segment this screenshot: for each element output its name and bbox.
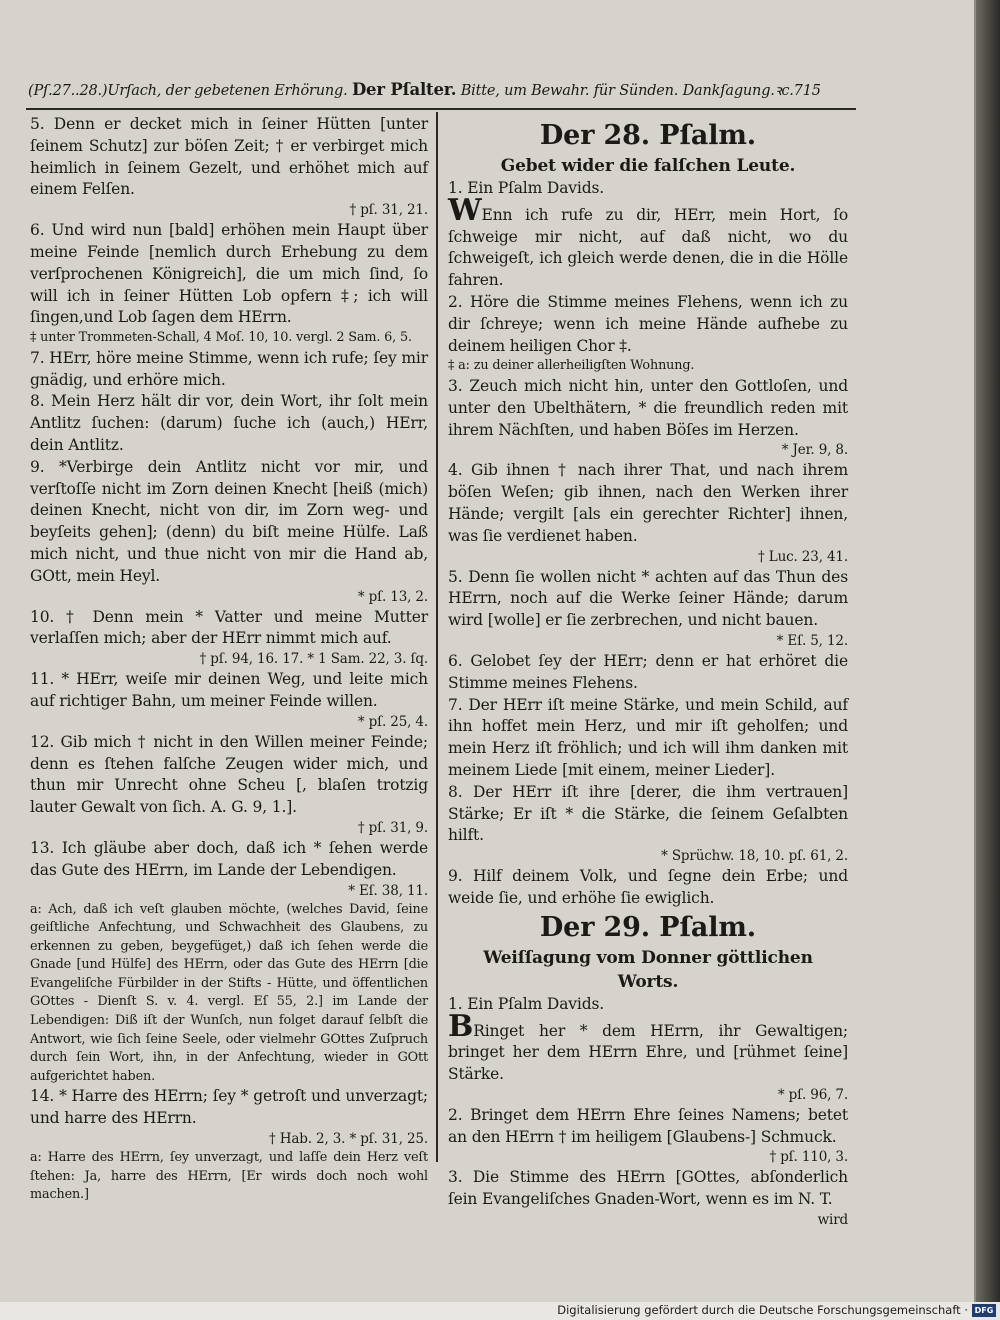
footer-credit: Digitalisierung gefördert durch die Deutsche Forschungsgemeinschaft · (557, 1303, 968, 1317)
verse: 14. * Harre des HErrn; ſey * getroſt und unverzagt; und harre des HErrn. (30, 1087, 428, 1128)
header-center: Der Pſalter. (351, 80, 457, 99)
verse: 10. † Denn mein * Vatter und meine Mutter verlaſſen mich; aber der HErr nimmt mich auf. (30, 607, 428, 648)
verse: 11. * HErr, weiſe mir deinen Weg, und leite mich auf richtiger Bahn, um meiner Feinde willen. (30, 670, 428, 710)
verse: 3. Die Stimme des HErrn [GOttes, abſonderlich ſein Evangeliſches Gnaden-Wort, wenn es im N. T. (448, 1168, 848, 1209)
left-column (30, 114, 428, 1205)
verse: 1. Ein Pſalm Davids. (448, 179, 605, 197)
cross-reference: * pſ. 13, 2. (357, 588, 428, 605)
cross-reference: * Eſ. 5, 12. (776, 632, 848, 649)
verse: 8. Mein Herz hält dir vor, dein Wort, ihr ſolt mein Antlitz ſuchen: (darum) ſuche ich (auch,) HErr, dein Antlitz. (30, 392, 428, 454)
verse: 3. Zeuch mich nicht hin, unter den Gottloſen, und unter den Ubelthätern, * die freundlich reden mit ihrem Nächſten, und haben Böſes im Herzen. (448, 376, 848, 439)
cross-reference: * Sprüchw. 18, 10. pſ. 61, 2. (661, 848, 848, 865)
verse: 2. Bringet dem HErrn Ehre ſeines Namens; betet an den HErrn † im heiligem [Glaubens-] Schmuck. (448, 1105, 848, 1146)
header-left: (Pſ.27..28.)Urſach, der gebetenen Erhörung. (28, 83, 348, 99)
verse: 5. Denn ſie wollen nicht * achten auf das Thun des HErrn, noch auf die Werke ſeiner Hände; darum wird [wolle] er ſie zerbrechen, und nicht bauen. (448, 567, 848, 630)
cross-reference: † pſ. 31, 21. (349, 202, 428, 219)
cross-reference: * Jer. 9, 8. (781, 442, 848, 459)
verse: 6. Gelobet ſey der HErr; denn er hat erhöret die Stimme meines Flehens. (448, 651, 848, 692)
verse: 9. Hilf deinem Volk, und ſegne dein Erbe; und weide ſie, und erhöhe ſie ewiglich. (448, 867, 848, 907)
psalm-28-title: Der 28. Pſalm. (539, 120, 757, 151)
dfg-logo: DFG (972, 1304, 996, 1317)
header-rule (26, 108, 856, 110)
header-right: Bitte, um Bewahr. für Sünden. Dankſagung.ꝛc.715 (460, 83, 821, 99)
column-divider (436, 112, 438, 1162)
verse: 7. Der HErr iſt meine Stärke, und mein Schild, auf ihn hoffet mein Herz, und mir iſt geholfen; und mein Herz iſt fröhlich; und ich will ihm danken mit meinem Liede [mit einem, meiner Lieder]. (448, 695, 848, 779)
verse: 12. Gib mich † nicht in den Willen meiner Feinde; denn es ſtehen falſche Zeugen wider mich, und thun mir Unrecht ohne Scheu [, blaſen trotzig lauter Gewalt von ſich. A. G. 9, 1.]. (30, 732, 428, 817)
footnote: ‡ a: zu deiner allerheiligſten Wohnung. (448, 358, 695, 374)
verse: 1. Ein Pſalm Davids. (448, 994, 605, 1013)
cross-reference: † pſ. 94, 16. 17. * 1 Sam. 22, 3. ſq. (199, 651, 428, 668)
cross-reference: † pſ. 110, 3. (769, 1149, 848, 1166)
catchword: wird (817, 1212, 848, 1229)
right-column (448, 118, 848, 1230)
verse: 4. Gib ihnen † nach ihrer That, und nach ihrem böſen Weſen; gib ihnen, nach den Werken ihrer Hände; vergilt [als ein gerechter Richter] ihnen, was ſie verdienet haben. (448, 461, 848, 545)
footnote: ‡ unter Trommeten-Schall, 4 Moſ. 10, 10. vergl. 2 Sam. 6, 5. (30, 330, 412, 346)
verse: 9. *Verbirge dein Antlitz nicht vor mir, und verſtoſſe nicht im Zorn deinen Knecht [heiß (mich) deinen Knecht, nicht von dir, im Zorn weg- und beyſeits gehen]; (denn) du biſt meine Hülfe. Laß mich nicht, und thue nicht von mir die Hand ab, GOtt, mein Heyl. (30, 457, 428, 585)
verse: 2. Höre die Stimme meines Flehens, wenn ich zu dir ſchreye; wenn ich meine Hände aufhebe zu deinem heiligen Chor ‡. (448, 292, 848, 355)
running-header (28, 80, 854, 106)
footnote: a: Ach, daß ich veſt glauben möchte, (welches David, ſeine geiſtliche Anfechtung, und Schwachheit des Glaubens, zu erkennen zu geben, beygefüget,) daß ich ſehen werde die Gnade [und Hülfe] des HErrn, oder das Gute des HErrn [die Evangeliſche Fürbilder in der Stifts - Hütte, und öffentlichen GOttes - Dienſt S. v. 4. vergl. Eſ 55, 2.] im Lande der Lebendigen: Diß iſt der Wunſch, nun folget darauf ſelbſt die Antwort, wie ſich ſeine Seele, oder vielmehr GOttes Zuſpruch durch ſein Wort, ihn, in der Anfechtung, wieder in GOtt aufgerichtet haben. (30, 901, 428, 1084)
verse: 5. Denn er decket mich in ſeiner Hütten [unter ſeinem Schutz] zur böſen Zeit; † er verbirget mich heimlich in ſeinem Gezelt, und erhöhet mich auf einem Felſen. (30, 115, 428, 199)
verse: 8. Der HErr iſt ihre [derer, die ihm vertrauen] Stärke; Er iſt * die Stärke, die ſeinem Geſalbten hilft. (448, 782, 848, 845)
verse: BRinget her * dem HErrn, ihr Gewaltigen; bringet her dem HErrn Ehre, und [rühmet ſeine] Stärke. (448, 1008, 848, 1084)
cross-reference: * Eſ. 38, 11. (348, 882, 428, 899)
cross-reference: † Hab. 2, 3. * pſ. 31, 25. (268, 1131, 428, 1148)
scan-edge (976, 0, 1000, 1302)
footnote: a: Harre des HErrn, ſey unverzagt, und laſſe dein Herz veſt ſtehen: Ja, harre des HErrn, [Er wirds doch noch wohl machen.] (30, 1150, 428, 1203)
verse: 7. HErr, höre meine Stimme, wenn ich rufe; ſey mir gnädig, und erhöre mich. (30, 348, 428, 389)
psalm-28-subtitle: Gebet wider die falſchen Leute. (500, 156, 796, 176)
verse: 6. Und wird nun [bald] erhöhen mein Haupt über meine Feinde [nemlich durch Erhebung zu dem verſprochenen Königreich], die um mich ſind, ſo will ich in ſeiner Hütten Lob opfern ‡; ich will ſingen,und Lob ſagen dem HErrn. (30, 221, 428, 327)
psalm-29-subtitle: Worts. (617, 971, 679, 992)
cross-reference: * pſ. 25, 4. (357, 713, 428, 730)
psalm-29-title: Der 29. Pſalm. (539, 911, 757, 943)
cross-reference: † Luc. 23, 41. (758, 548, 848, 565)
verse: WEnn ich rufe zu dir, HErr, mein Hort, ſo ſchweige mir nicht, auf daß nicht, wo du ſchweigeſt, ich gleich werde denen, die in die Hölle fahren. (448, 192, 848, 290)
psalm-29-subtitle: Weiſſagung vom Donner göttlichen (483, 947, 813, 968)
verse: 13. Ich gläube aber doch, daß ich * ſehen werde das Gute des HErrn, im Lande der Lebendigen. (30, 838, 428, 879)
cross-reference: * pſ. 96, 7. (777, 1086, 848, 1103)
cross-reference: † pſ. 31, 9. (357, 819, 428, 836)
